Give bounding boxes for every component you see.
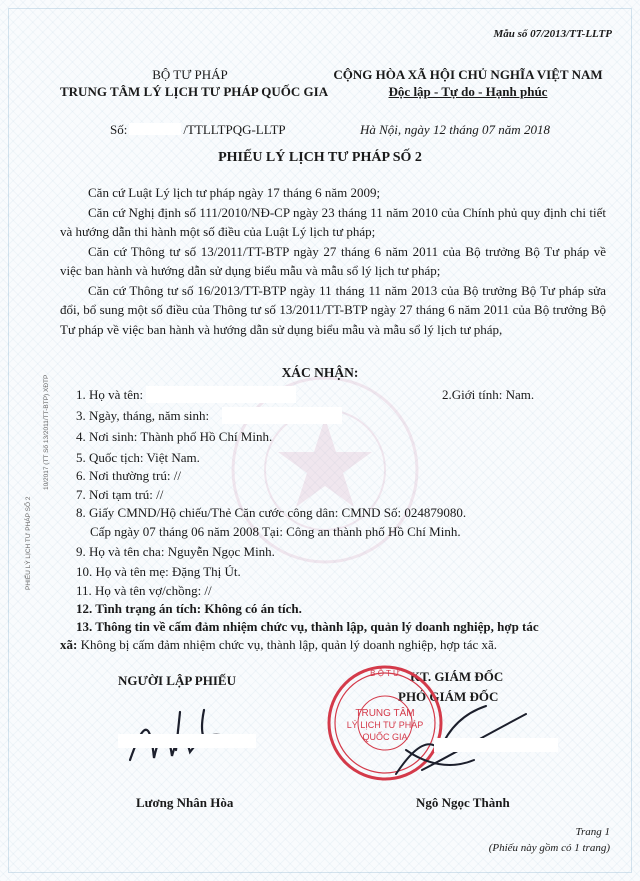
- svg-text:TRUNG TÂM: TRUNG TÂM: [355, 708, 415, 719]
- place-date: Hà Nội, ngày 12 tháng 07 năm 2018: [360, 122, 550, 137]
- national-motto: Độc lập - Tự do - Hạnh phúc: [388, 84, 548, 99]
- redacted-signature-left: [118, 734, 256, 748]
- field-temporary-residence: 7. Nơi tạm trú: //: [76, 487, 164, 502]
- field-position-ban-label: 13. Thông tin về cấm đảm nhiệm chức vụ, thành lập, quản lý doanh nghiệp, hợp tác: [76, 619, 539, 634]
- field-spouse: 11. Họ và tên vợ/chồng: //: [76, 583, 212, 598]
- confirmation-heading: XÁC NHẬN:: [281, 365, 359, 380]
- page-number: Trang 1: [575, 826, 610, 838]
- field-id-document: 8. Giấy CMND/Hộ chiếu/Thẻ Căn cước công dân: CMND Số: 024879080.: [76, 505, 467, 520]
- field-birth-date: 3. Ngày, tháng, năm sinh:: [76, 408, 210, 423]
- ministry-name: BỘ TƯ PHÁP: [152, 67, 228, 82]
- legal-basis: [60, 183, 606, 339]
- side-print-code-2: 10/2017 (TT Số 13/2011/TT-BTP) XĐTP: [43, 374, 50, 490]
- document-number: [110, 122, 286, 138]
- field-mother: 10. Họ và tên mẹ: Đặng Thị Út.: [76, 564, 241, 579]
- svg-text:QUỐC GIA: QUỐC GIA: [362, 732, 408, 742]
- country-name: CỘNG HÒA XÃ HỘI CHỦ NGHĨA VIỆT NAM: [333, 67, 603, 82]
- ban-value: Không bị cấm đảm nhiệm chức vụ, thành lập, quản lý doanh nghiệp, hợp tác xã.: [80, 637, 498, 652]
- signer-right-title1: KT. GIÁM ĐỐC: [410, 669, 504, 684]
- signer-right-title2: PHÓ GIÁM ĐỐC: [398, 689, 499, 704]
- field-gender: 2.Giới tính: Nam.: [442, 387, 535, 402]
- basis-line: Căn cứ Luật Lý lịch tư pháp ngày 17 tháng 6 năm 2009;: [88, 185, 381, 200]
- field-position-ban-value: [60, 636, 497, 654]
- field-id-issued: Cấp ngày 07 tháng 06 năm 2008 Tại: Công an thành phố Hồ Chí Minh.: [90, 524, 461, 539]
- basis-line: Căn cứ Thông tư số 13/2011/TT-BTP ngày 27 tháng 6 năm 2011 của Bộ trưởng Bộ Tư pháp về việc ban hành và hướng dẫn sử dụng biểu mẫu và mẫu sổ lý lịch tư pháp;: [60, 243, 606, 278]
- ban-label-end: xã:: [60, 637, 78, 652]
- basis-line: Căn cứ Thông tư số 16/2013/TT-BTP ngày 11 tháng 11 năm 2013 của Bộ trưởng Bộ Tư pháp sửa đổi, bổ sung một số điều của Thông tư số 13/2011/TT-BTP ngày 27 tháng 6 năm 2011 của Bộ trưởng Bộ Tư pháp về việc ban hành và hướng dẫn sử dụng biểu mẫu và mẫu sổ lý lịch tư pháp,: [60, 282, 606, 337]
- page-count-note: (Phiếu này gồm có 1 trang): [488, 842, 610, 854]
- field-permanent-residence: 6. Nơi thường trú: //: [76, 468, 181, 483]
- form-code: Mẫu số 07/2013/TT-LLTP: [493, 28, 612, 40]
- redacted-birth-date: [222, 407, 342, 424]
- signer-right-name: Ngô Ngọc Thành: [416, 795, 510, 810]
- field-criminal-record: 12. Tình trạng án tích: Không có án tích.: [76, 601, 302, 616]
- page-title: PHIẾU LÝ LỊCH TƯ PHÁP SỐ 2: [218, 150, 422, 165]
- number-code: /TTLLTPQG-LLTP: [183, 122, 286, 137]
- signer-left-name: Lương Nhân Hòa: [136, 795, 234, 810]
- field-birth-place: 4. Nơi sinh: Thành phố Hồ Chí Minh.: [76, 429, 273, 444]
- signer-left-title: NGƯỜI LẬP PHIẾU: [118, 673, 236, 688]
- basis-line: Căn cứ Nghị định số 111/2010/NĐ-CP ngày 23 tháng 11 năm 2010 của Chính phủ quy định chi tiết và hướng dẫn thi hành một số điều của Luật Lý lịch tư pháp;: [60, 204, 606, 239]
- side-print-code-1: PHIẾU LÝ LỊCH TƯ PHÁP SỐ 2: [25, 496, 32, 590]
- field-full-name: 1. Họ và tên:: [76, 387, 144, 402]
- number-label: Số:: [110, 122, 128, 137]
- svg-text:B Ộ T Ư: B Ộ T Ư: [370, 669, 400, 678]
- redacted-number: [129, 123, 181, 135]
- center-name: TRUNG TÂM LÝ LỊCH TƯ PHÁP QUỐC GIA: [60, 84, 329, 99]
- issuing-agency: [60, 66, 329, 100]
- national-header: [318, 66, 618, 100]
- field-father: 9. Họ và tên cha: Nguyễn Ngọc Minh.: [76, 544, 275, 559]
- svg-text:LÝ LỊCH TƯ PHÁP: LÝ LỊCH TƯ PHÁP: [346, 720, 424, 730]
- redacted-signature-right: [434, 738, 558, 752]
- redacted-name: [146, 386, 296, 403]
- field-nationality: 5. Quốc tịch: Việt Nam.: [76, 450, 200, 465]
